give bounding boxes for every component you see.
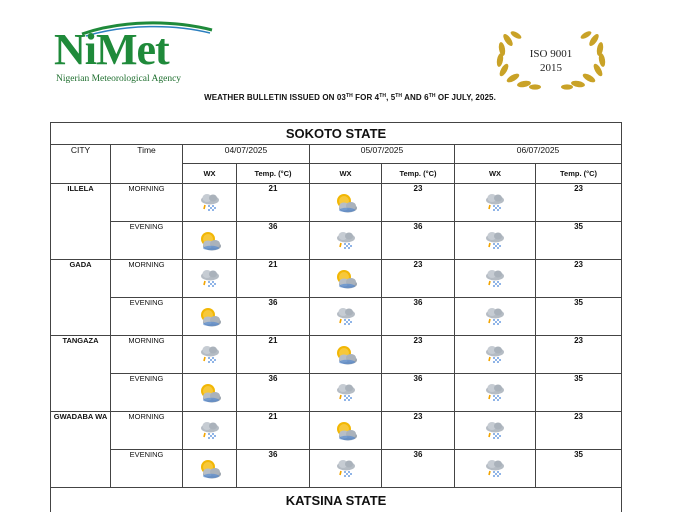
- iso-badge: [486, 30, 616, 94]
- rain-cloud-icon: [183, 184, 237, 222]
- table-row: [51, 450, 622, 488]
- temperature-value: 21: [237, 336, 310, 374]
- temperature-value: 36: [382, 374, 455, 412]
- temp-header: Temp. (°C): [382, 164, 455, 184]
- temperature-value: 21: [237, 412, 310, 450]
- temperature-value: 35: [536, 222, 622, 260]
- forecast-table: [50, 122, 622, 512]
- next-state-title: KATSINA STATE: [51, 488, 622, 512]
- rain-cloud-icon: [455, 336, 536, 374]
- temperature-value: 36: [237, 298, 310, 336]
- rain-cloud-icon: [455, 260, 536, 298]
- table-row: [51, 374, 622, 412]
- temp-header: Temp. (°C): [237, 164, 310, 184]
- nimet-logo: [52, 22, 222, 88]
- rain-cloud-icon: [310, 450, 382, 488]
- table-row: [51, 298, 622, 336]
- temperature-value: 23: [536, 260, 622, 298]
- table-row: [51, 336, 622, 374]
- sun-cloud-icon: [183, 222, 237, 260]
- temperature-value: 36: [382, 298, 455, 336]
- iso-text: [486, 47, 616, 75]
- time-of-day: MORNING: [111, 260, 183, 298]
- temperature-value: 35: [536, 450, 622, 488]
- rain-cloud-icon: [455, 298, 536, 336]
- temperature-value: 36: [382, 450, 455, 488]
- logo-wordmark: [54, 28, 169, 72]
- wx-header: WX: [183, 164, 237, 184]
- temperature-value: 36: [237, 374, 310, 412]
- temperature-value: 35: [536, 374, 622, 412]
- iso-year: 2015: [486, 61, 616, 75]
- rain-cloud-icon: [310, 374, 382, 412]
- temperature-value: 36: [382, 222, 455, 260]
- sun-cloud-icon: [310, 260, 382, 298]
- state-title: SOKOTO STATE: [51, 123, 622, 145]
- temperature-value: 23: [536, 184, 622, 222]
- table-row: [51, 184, 622, 222]
- rain-cloud-icon: [183, 412, 237, 450]
- date-header: 05/07/2025: [310, 145, 455, 164]
- bulletin-part: FOR 4: [353, 93, 379, 102]
- temperature-value: 35: [536, 298, 622, 336]
- iso-standard: ISO 9001: [486, 47, 616, 61]
- temperature-value: 23: [382, 412, 455, 450]
- table-row: [51, 260, 622, 298]
- time-of-day: MORNING: [111, 412, 183, 450]
- time-of-day: EVENING: [111, 298, 183, 336]
- time-of-day: EVENING: [111, 374, 183, 412]
- sun-cloud-icon: [183, 374, 237, 412]
- temperature-value: 36: [237, 450, 310, 488]
- sun-cloud-icon: [310, 336, 382, 374]
- temperature-value: 36: [237, 222, 310, 260]
- rain-cloud-icon: [455, 412, 536, 450]
- sun-cloud-icon: [310, 184, 382, 222]
- rain-cloud-icon: [310, 298, 382, 336]
- rain-cloud-icon: [183, 260, 237, 298]
- temperature-value: 23: [536, 336, 622, 374]
- time-of-day: EVENING: [111, 450, 183, 488]
- bulletin-sup: TH: [395, 93, 402, 99]
- rain-cloud-icon: [455, 184, 536, 222]
- rain-cloud-icon: [183, 336, 237, 374]
- logo-brand-met: Met: [96, 25, 169, 74]
- bulletin-part: OF JULY, 2025.: [436, 93, 496, 102]
- bulletin-sup: TH: [429, 93, 436, 99]
- rain-cloud-icon: [310, 222, 382, 260]
- bulletin-sup: TH: [379, 93, 386, 99]
- rain-cloud-icon: [455, 450, 536, 488]
- time-of-day: MORNING: [111, 336, 183, 374]
- city-name: ILLELA: [51, 184, 111, 260]
- temperature-value: 23: [382, 260, 455, 298]
- logo-subtitle: Nigerian Meteorological Agency: [56, 74, 181, 84]
- bulletin-part: , 5: [386, 93, 395, 102]
- sun-cloud-icon: [183, 298, 237, 336]
- city-name: GWADABA WA: [51, 412, 111, 488]
- sun-cloud-icon: [183, 450, 237, 488]
- wx-header: WX: [310, 164, 382, 184]
- bulletin-sup: TH: [346, 93, 353, 99]
- temperature-value: 21: [237, 260, 310, 298]
- city-header: CITY: [51, 145, 111, 184]
- temperature-value: 23: [382, 184, 455, 222]
- wx-header: WX: [455, 164, 536, 184]
- date-header: 04/07/2025: [183, 145, 310, 164]
- table-row: [51, 222, 622, 260]
- temperature-value: 23: [536, 412, 622, 450]
- logo-brand-ni: Ni: [54, 25, 96, 74]
- city-name: TANGAZA: [51, 336, 111, 412]
- city-name: GADA: [51, 260, 111, 336]
- temperature-value: 21: [237, 184, 310, 222]
- bulletin-title: [0, 93, 700, 102]
- bulletin-part: AND 6: [402, 93, 429, 102]
- date-header: 06/07/2025: [455, 145, 622, 164]
- time-header: Time: [111, 145, 183, 184]
- temperature-value: 23: [382, 336, 455, 374]
- sun-cloud-icon: [310, 412, 382, 450]
- rain-cloud-icon: [455, 222, 536, 260]
- table-row: [51, 412, 622, 450]
- temp-header: Temp. (°C): [536, 164, 622, 184]
- time-of-day: MORNING: [111, 184, 183, 222]
- forecast-body: [51, 184, 622, 488]
- time-of-day: EVENING: [111, 222, 183, 260]
- bulletin-part: WEATHER BULLETIN ISSUED ON 03: [204, 93, 346, 102]
- rain-cloud-icon: [455, 374, 536, 412]
